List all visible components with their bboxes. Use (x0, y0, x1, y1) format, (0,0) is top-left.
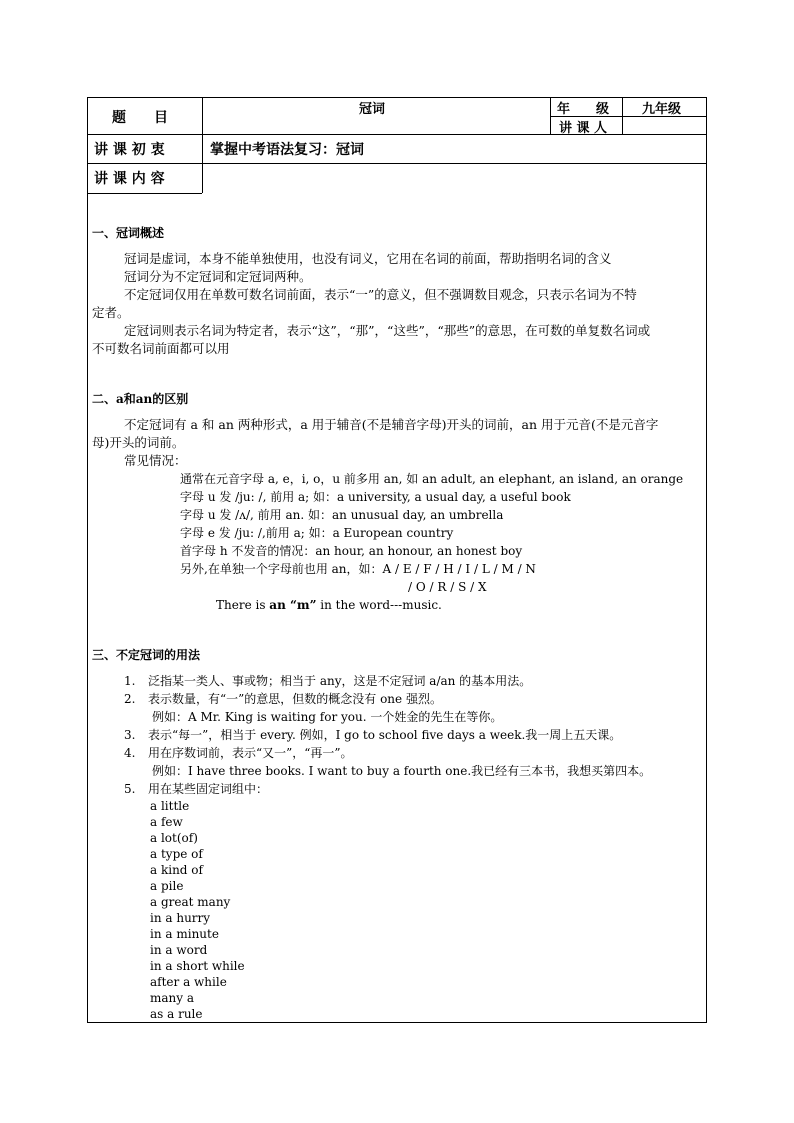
phrase-item: in a hurry (150, 911, 211, 925)
paragraph: 不定冠词有 a 和 an 两种形式，a 用于辅音(不是辅音字母)开头的词前，an 用于元音(不是元音字 (124, 417, 659, 432)
rule-line-continued: / O / R / S / X (408, 580, 487, 594)
table-border-left (87, 97, 88, 1023)
section-title: 一、冠词概述 (92, 226, 165, 240)
rule-line: 字母 e 发 /ju: /,前用 a; 如：a European country (180, 526, 454, 540)
item-text: 表示数量，有“一”的意思，但数的概念没有 one 强烈。 (148, 692, 442, 706)
phrase-item: a few (150, 815, 183, 829)
paragraph: 冠词分为不定冠词和定冠词两种。 (124, 269, 312, 284)
table-border-bottom (87, 1022, 707, 1023)
item-number: 1. (124, 674, 136, 688)
rule-line: 另外,在单独一个字母前也用 an，如：A / E / F / H / I / L / M / N (180, 562, 536, 576)
grade-value: 九年级 (642, 102, 682, 117)
paragraph: 定者。 (92, 305, 130, 320)
example-bold: an “m” (269, 598, 317, 612)
grade-label: 年 级 (557, 102, 610, 117)
col-divider-label (202, 97, 203, 193)
example-pre: There is (216, 598, 270, 612)
item-number: 3. (124, 728, 136, 742)
usage-example: 例如：A Mr. King is waiting for you. 一个姓金的先生在等你。 (152, 710, 503, 724)
rule-line: 通常在元音字母 a, e，i, o，u 前多用 an, 如 an adult, an elephant, an island, an orange (180, 472, 684, 486)
paragraph: 不定冠词仅用在单数可数名词前面，表示“一”的意义，但不强调数目观念，只表示名词为不特 (124, 287, 637, 302)
rule-line: 字母 u 发 /ʌ/, 前用 an. 如：an unusual day, an umbrella (180, 508, 504, 522)
usage-item (92, 726, 700, 744)
item-text: 表示“每一”，相当于 every. 例如，I go to school five days a week.我一周上五天课。 (148, 728, 622, 742)
item-number: 5. (124, 782, 136, 796)
phrase-item: after a while (150, 975, 227, 989)
phrase-item: a lot(of) (150, 831, 198, 845)
rule-line: 首字母 h 不发音的情况：an hour, an honour, an honest boy (180, 544, 523, 558)
paragraph: 冠词是虚词，本身不能单独使用，也没有词义，它用在名词的前面，帮助指明名词的含义 (124, 251, 612, 266)
phrase-item: in a short while (150, 959, 245, 973)
paragraph: 不可数名词前面都可以用 (92, 341, 230, 356)
usage-item (92, 672, 700, 690)
usage-item (92, 780, 700, 798)
topic-label: 题 目 (112, 110, 168, 126)
row-divider-1 (87, 134, 707, 135)
item-text: 用在某些固定词组中： (148, 782, 269, 796)
table-border-top (87, 97, 707, 98)
goal-label: 讲 课 初 衷 (94, 142, 165, 158)
common-cases-label: 常见情况： (124, 453, 187, 468)
row-divider-3 (87, 193, 202, 194)
phrase-item: a little (150, 799, 190, 813)
section-title: 三、不定冠词的用法 (92, 648, 201, 662)
row-divider-2 (87, 163, 707, 164)
topic-value: 冠词 (359, 102, 386, 117)
phrase-item: in a minute (150, 927, 219, 941)
usage-item (92, 744, 700, 762)
section-title: 二、a和an的区别 (92, 392, 189, 406)
item-number: 2. (124, 692, 136, 706)
phrase-item: a type of (150, 847, 203, 861)
phrase-item: as a rule (150, 1007, 203, 1021)
usage-example: 例如：I have three books. I want to buy a fourth one.我已经有三本书，我想买第四本。 (152, 764, 652, 778)
goal-value: 掌握中考语法复习：冠词 (210, 142, 364, 158)
usage-item (92, 690, 700, 708)
section-overview (92, 224, 700, 358)
item-text: 用在序数词前，表示“又一”，“再一”。 (148, 746, 353, 760)
rule-line: 字母 u 发 /ju: /, 前用 a; 如：a university, a usual day, a useful book (180, 490, 571, 504)
item-text: 泛指某一类人、事或物；相当于 any，这是不定冠词 a/an 的基本用法。 (148, 674, 532, 688)
section-indefinite-usage (92, 646, 700, 1022)
table-border-right (706, 97, 707, 1023)
phrase-item: a great many (150, 895, 231, 909)
example-sentence (92, 596, 700, 614)
section-a-an (92, 390, 700, 614)
item-number: 4. (124, 746, 136, 760)
paragraph: 定冠词则表示名词为特定者，表示“这”，“那”，“这些”，“那些”的意思，在可数的单复数名词或 (124, 323, 651, 338)
phrase-item: a kind of (150, 863, 203, 877)
teacher-label: 讲 课 人 (559, 121, 608, 136)
example-post: in the word---music. (316, 598, 442, 612)
phrase-list (92, 798, 700, 1022)
content-label: 讲 课 内 容 (94, 171, 165, 187)
phrase-item: many a (150, 991, 195, 1005)
paragraph: 母)开头的词前。 (92, 435, 185, 450)
phrase-item: a pile (150, 879, 184, 893)
phrase-item: in a word (150, 943, 208, 957)
